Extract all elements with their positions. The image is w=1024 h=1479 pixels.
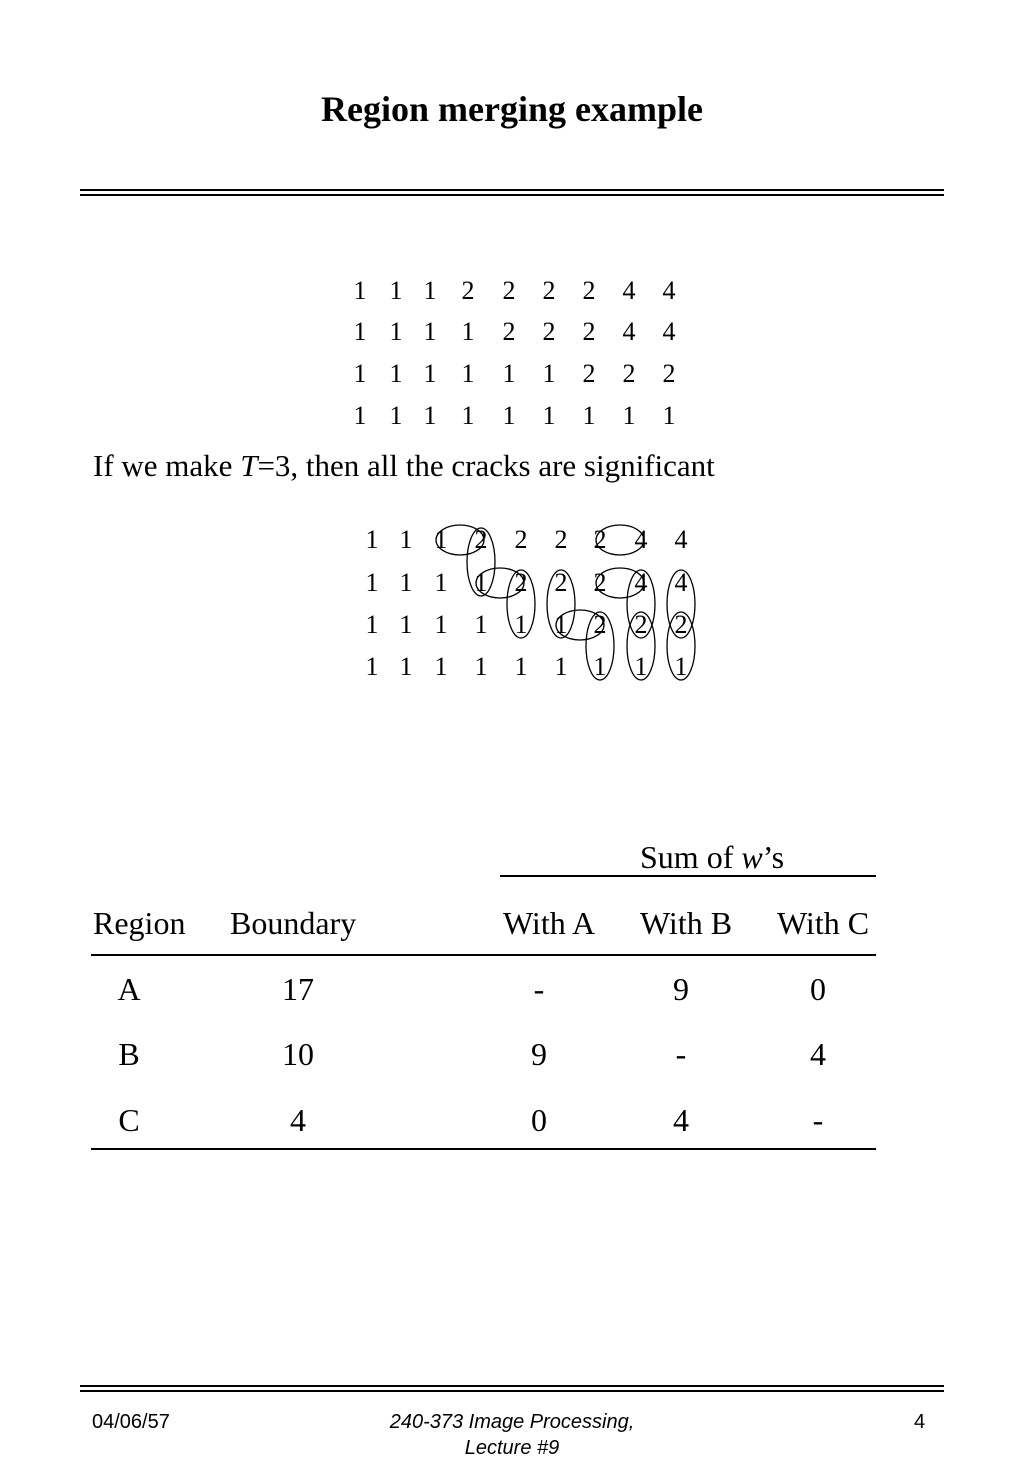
table-cell: 9	[673, 971, 689, 1007]
grid-cell: 1	[389, 317, 403, 346]
table-cell: B	[118, 1036, 140, 1072]
grid-cell: 2	[582, 359, 596, 388]
table-cell: -	[533, 971, 545, 1007]
group-header-rule	[500, 875, 876, 877]
sentence-part-2: =3, then all the cracks are significant	[257, 448, 715, 483]
grid-cell: 1	[461, 359, 475, 388]
grid-cell: 4	[622, 276, 636, 305]
grid-cell: 1	[434, 525, 448, 554]
sentence-part-1: If we make	[93, 448, 241, 483]
grid-cell: 1	[399, 568, 413, 597]
grid-cell: 2	[461, 276, 475, 305]
grid-cell: 1	[423, 276, 437, 305]
grid-cell: 4	[622, 317, 636, 346]
grid-cell: 1	[399, 525, 413, 554]
grid-cell: 2	[593, 610, 607, 639]
grid-cell: 2	[634, 610, 648, 639]
grid-cell: 1	[554, 652, 568, 681]
table-cell: -	[812, 1102, 824, 1138]
grid-cell: 1	[365, 610, 379, 639]
grid-cell: 1	[474, 568, 488, 597]
crack-oval	[556, 610, 604, 640]
crack-oval	[476, 568, 524, 598]
crack-oval	[586, 612, 614, 680]
grid-cell: 1	[434, 652, 448, 681]
grid-cell: 2	[593, 525, 607, 554]
grid-cell: 2	[514, 525, 528, 554]
footer-date: 04/06/57	[92, 1411, 170, 1433]
table-cell: 9	[531, 1036, 547, 1072]
grid-cell: 2	[542, 317, 556, 346]
grid-cell: 2	[622, 359, 636, 388]
table-cell: 4	[290, 1102, 306, 1138]
grid-cell: 1	[423, 317, 437, 346]
grid-cell: 1	[542, 359, 556, 388]
col-header-with-c: With C	[777, 905, 870, 941]
crack-oval	[627, 612, 655, 680]
grid-cell: 2	[582, 317, 596, 346]
grid-cell: 1	[365, 568, 379, 597]
grid-cell: 1	[399, 652, 413, 681]
threshold-variable: T	[240, 448, 258, 483]
grid-cell: 2	[662, 359, 676, 388]
bottom-rule-upper	[80, 1385, 944, 1387]
grid-cell: 1	[593, 652, 607, 681]
crack-oval	[596, 525, 644, 555]
grid-cell: 2	[554, 525, 568, 554]
grid-cell: 1	[365, 525, 379, 554]
grid-cell: 1	[353, 359, 367, 388]
col-header-with-a: With A	[503, 905, 596, 941]
table-cell: 10	[282, 1036, 314, 1072]
grid-cell: 1	[461, 401, 475, 430]
grid-cell: 1	[434, 610, 448, 639]
table-bottom-rule	[91, 1148, 876, 1150]
grid-cell: 1	[423, 359, 437, 388]
grid-cell: 1	[502, 401, 516, 430]
grid-cell: 1	[434, 568, 448, 597]
grid-cell: 4	[662, 317, 676, 346]
footer-course-line1: 240-373 Image Processing,	[389, 1411, 635, 1433]
footer-course	[312, 1409, 712, 1461]
grid-cell: 1	[514, 610, 528, 639]
grid-cell: 1	[389, 401, 403, 430]
crack-oval	[467, 528, 495, 596]
group-header-part-2: ’s	[762, 839, 785, 875]
grid-cell: 1	[353, 401, 367, 430]
grid-cell: 4	[634, 525, 648, 554]
grid-cell: 1	[662, 401, 676, 430]
table-cell: -	[675, 1036, 687, 1072]
grid-cell: 2	[674, 610, 688, 639]
grid-cell: 1	[353, 276, 367, 305]
col-header-with-b: With B	[640, 905, 733, 941]
crack-oval	[596, 568, 644, 598]
table-cell: 4	[810, 1036, 826, 1072]
grid-cell: 4	[674, 525, 688, 554]
grid-cell: 4	[662, 276, 676, 305]
grid-cell: 4	[634, 568, 648, 597]
grid-cell: 4	[674, 568, 688, 597]
col-header-boundary: Boundary	[230, 905, 357, 941]
grid-cell: 1	[365, 652, 379, 681]
grid-cell: 1	[399, 610, 413, 639]
grid-cell: 1	[542, 401, 556, 430]
grid-cell: 1	[389, 359, 403, 388]
table-cell: A	[117, 971, 141, 1007]
grid-cell: 1	[514, 652, 528, 681]
crack-oval	[547, 570, 575, 638]
table-cell: 0	[810, 971, 826, 1007]
table-cell: C	[118, 1102, 140, 1138]
grid-cell: 1	[634, 652, 648, 681]
w-variable: w	[741, 839, 763, 875]
grid-cell: 1	[423, 401, 437, 430]
page-title: Region merging example	[321, 89, 703, 129]
grid-cell: 2	[502, 276, 516, 305]
grid-cell: 1	[353, 317, 367, 346]
crack-oval	[667, 570, 695, 638]
table-cell: 4	[673, 1102, 689, 1138]
grid-cell: 1	[474, 652, 488, 681]
grid-cell: 2	[474, 525, 488, 554]
grid-cell: 2	[593, 568, 607, 597]
grid-cell: 2	[554, 568, 568, 597]
grid-cell: 1	[389, 276, 403, 305]
grid-cell: 1	[502, 359, 516, 388]
bottom-rule-lower	[80, 1390, 944, 1392]
grid-cell: 1	[674, 652, 688, 681]
sum-of-w-header	[640, 838, 784, 876]
header-rule	[91, 954, 876, 956]
grid-cell: 1	[622, 401, 636, 430]
col-header-region: Region	[93, 905, 186, 941]
footer-page-number: 4	[914, 1411, 926, 1433]
crack-oval	[627, 570, 655, 638]
crack-oval	[667, 612, 695, 680]
grid-cell: 1	[582, 401, 596, 430]
footer-course-line2: Lecture #9	[464, 1437, 560, 1459]
group-header-part-1: Sum of	[640, 839, 742, 875]
grid-cell: 2	[502, 317, 516, 346]
grid-cell: 2	[582, 276, 596, 305]
grid-cell: 2	[542, 276, 556, 305]
table-cell: 0	[531, 1102, 547, 1138]
crack-oval	[507, 570, 535, 638]
grid-cell: 2	[514, 568, 528, 597]
grid-cell: 1	[554, 610, 568, 639]
grid-cell: 1	[461, 317, 475, 346]
grid-cell: 1	[474, 610, 488, 639]
table-cell: 17	[282, 971, 314, 1007]
